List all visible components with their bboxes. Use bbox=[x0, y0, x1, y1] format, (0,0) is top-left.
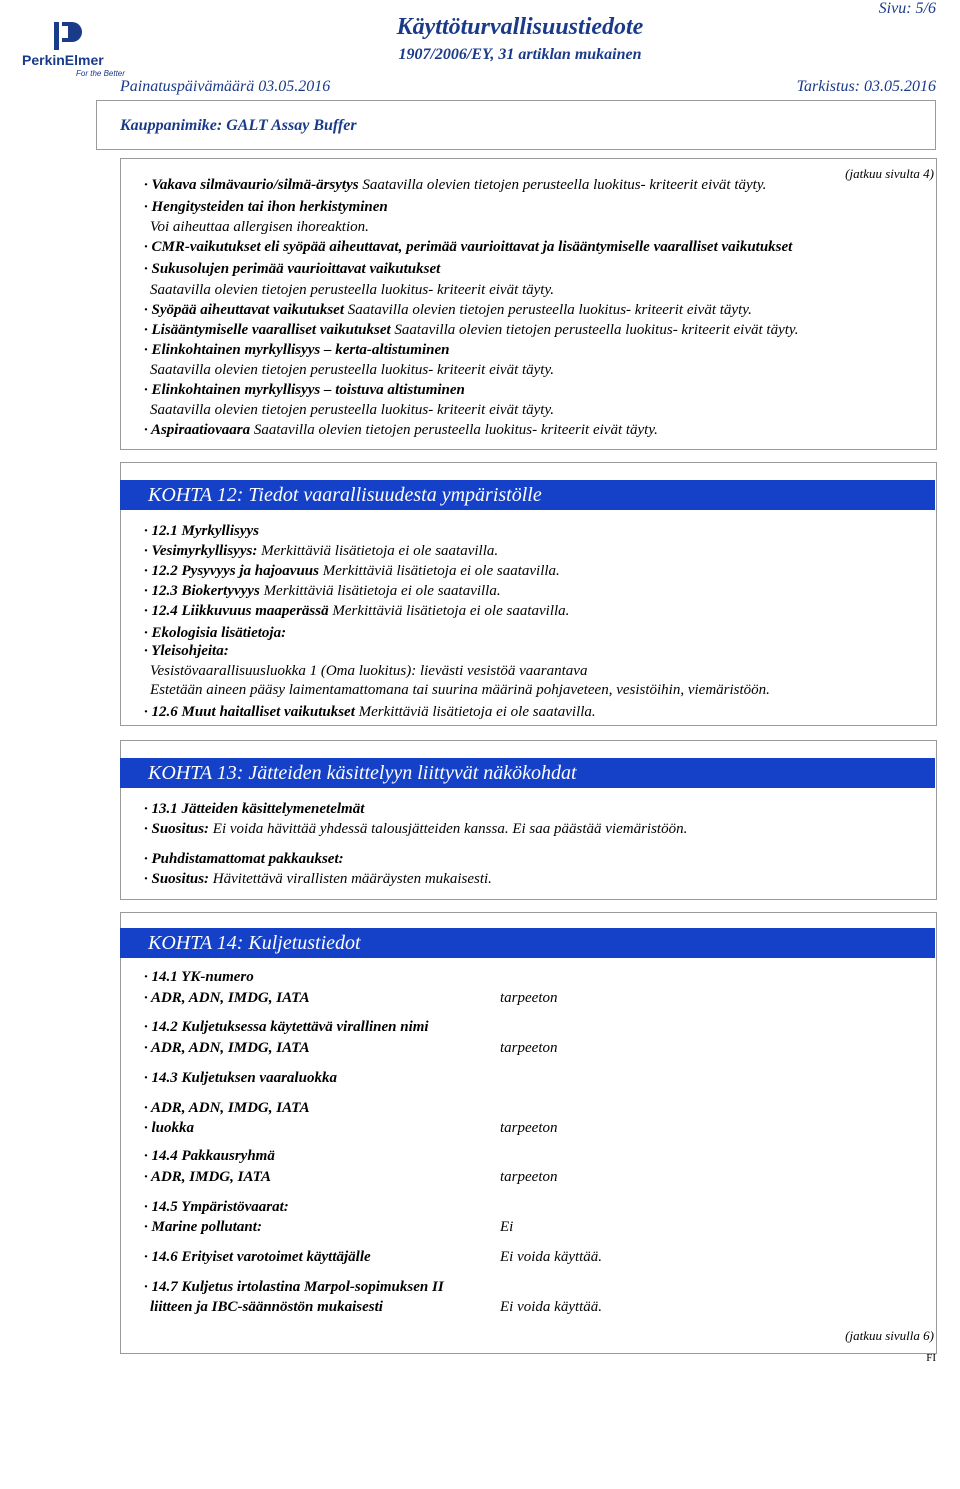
line-text: Ei voida hävittää yhdessä talousjätteiden kanssa. Ei saa päästää viemäristöön. bbox=[209, 821, 688, 837]
line-label: · 12.4 Liikkuvuus maaperässä bbox=[144, 603, 329, 619]
transport-label: · Marine pollutant: bbox=[144, 1219, 262, 1235]
logo-brand: PerkinElmer bbox=[22, 52, 104, 68]
transport-label: liitteen ja IBC-säännöstön mukaisesti bbox=[150, 1299, 383, 1315]
text-line bbox=[144, 176, 766, 195]
transport-label: · 14.4 Pakkausryhmä bbox=[144, 1148, 275, 1164]
line-label: · 13.1 Jätteiden käsittelymenetelmät bbox=[144, 801, 365, 817]
line-text: Merkittäviä lisätietoja ei ole saatavilla. bbox=[354, 704, 596, 720]
text-line bbox=[144, 542, 498, 561]
line-text: Hävitettävä virallisten määräysten mukaisesti. bbox=[209, 871, 492, 887]
text-line bbox=[144, 321, 798, 340]
transport-value: tarpeeton bbox=[500, 990, 558, 1006]
print-date: Painatuspäivämäärä 03.05.2016 bbox=[120, 78, 331, 95]
section-14-heading: KOHTA 14: Kuljetustiedot bbox=[120, 928, 935, 958]
continued-from: (jatkuu sivulta 4) bbox=[845, 166, 934, 181]
text-line bbox=[144, 800, 364, 819]
text-line bbox=[150, 281, 554, 300]
line-label: · Suositus: bbox=[144, 871, 210, 887]
text-line bbox=[144, 198, 388, 217]
line-label: · Hengitysteiden tai ihon herkistyminen bbox=[144, 199, 388, 215]
text-line bbox=[144, 602, 569, 621]
text-line bbox=[144, 421, 658, 440]
document-subtitle: 1907/2006/EY, 31 artiklan mukainen bbox=[398, 46, 642, 63]
transport-label: · 14.2 Kuljetuksessa käytettävä virallinen nimi bbox=[144, 1019, 429, 1035]
line-text: Vesistövaarallisuusluokka 1 (Oma luokitus): lievästi vesistöä vaarantava bbox=[150, 663, 588, 679]
line-label: · Suositus: bbox=[144, 821, 210, 837]
text-line bbox=[144, 703, 596, 722]
transport-label: · 14.1 YK-numero bbox=[144, 969, 254, 985]
line-label: · Vesimyrkyllisyys: bbox=[144, 543, 258, 559]
line-label: · Syöpää aiheuttavat vaikutukset bbox=[144, 302, 345, 318]
text-line bbox=[150, 218, 369, 237]
line-label: · Elinkohtainen myrkyllisyys – toistuva altistuminen bbox=[144, 382, 465, 398]
line-text: Saatavilla olevien tietojen perusteella luokitus- kriteerit eivät täyty. bbox=[150, 402, 555, 418]
line-text: Merkittäviä lisätietoja ei ole saatavilla. bbox=[318, 563, 560, 579]
line-text: Saatavilla olevien tietojen perusteella luokitus- kriteerit eivät täyty. bbox=[250, 422, 658, 438]
line-label: · CMR-vaikutukset eli syöpää aiheuttavat, perimää vaurioittavat ja lisääntymiselle vaaralliset vaikutukset bbox=[144, 239, 793, 255]
text-line bbox=[144, 562, 560, 581]
transport-label: · 14.6 Erityiset varotoimet käyttäjälle bbox=[144, 1249, 371, 1265]
text-line bbox=[144, 582, 501, 601]
text-line bbox=[144, 624, 286, 643]
transport-value: Ei voida käyttää. bbox=[500, 1299, 603, 1315]
transport-label: · ADR, ADN, IMDG, IATA bbox=[144, 1100, 310, 1116]
revision-date: Tarkistus: 03.05.2016 bbox=[796, 78, 936, 95]
line-label: · Lisääntymiselle vaaralliset vaikutukset bbox=[144, 322, 391, 338]
text-line bbox=[144, 522, 259, 541]
line-label: · 12.2 Pysyvyys ja hajoavuus bbox=[144, 563, 319, 579]
product-name: Kauppanimike: GALT Assay Buffer bbox=[120, 117, 357, 134]
line-label: · 12.6 Muut haitalliset vaikutukset bbox=[144, 704, 355, 720]
line-text: Saatavilla olevien tietojen perusteella luokitus- kriteerit eivät täyty. bbox=[150, 282, 555, 298]
line-label: · Ekologisia lisätietoja: bbox=[144, 625, 287, 641]
section-12-heading: KOHTA 12: Tiedot vaarallisuudesta ympäristölle bbox=[120, 480, 935, 510]
perkinelmer-logo bbox=[18, 18, 138, 78]
line-text: Saatavilla olevien tietojen perusteella luokitus- kriteerit eivät täyty. bbox=[390, 322, 799, 338]
transport-label: · 14.5 Ympäristövaarat: bbox=[144, 1199, 289, 1215]
language-code: FI bbox=[926, 1352, 936, 1364]
transport-label: · 14.3 Kuljetuksen vaaraluokka bbox=[144, 1070, 337, 1086]
text-line bbox=[150, 401, 554, 420]
section-13-heading: KOHTA 13: Jätteiden käsittelyyn liittyvät näkökohdat bbox=[120, 758, 935, 788]
text-line bbox=[144, 260, 440, 279]
transport-value: tarpeeton bbox=[500, 1040, 558, 1056]
text-line bbox=[150, 681, 770, 700]
transport-label: · ADR, ADN, IMDG, IATA bbox=[144, 1040, 310, 1056]
transport-value: Ei bbox=[500, 1219, 514, 1235]
line-label: · Vakava silmävaurio/silmä-ärsytys bbox=[144, 177, 359, 193]
line-text: Saatavilla olevien tietojen perusteella luokitus- kriteerit eivät täyty. bbox=[358, 177, 767, 193]
text-line bbox=[144, 301, 752, 320]
line-text: Estetään aineen pääsy laimentamattomana tai suurina määrinä pohjaveteen, vesistöihin, viemäristöön. bbox=[150, 682, 770, 698]
transport-value: tarpeeton bbox=[500, 1120, 558, 1136]
line-label: · 12.1 Myrkyllisyys bbox=[144, 523, 259, 539]
transport-label: · luokka bbox=[144, 1120, 195, 1136]
text-line bbox=[144, 381, 465, 400]
line-text: Merkittäviä lisätietoja ei ole saatavilla. bbox=[259, 583, 501, 599]
line-label: · Yleisohjeita: bbox=[144, 643, 229, 659]
page-number: Sivu: 5/6 bbox=[878, 0, 936, 17]
transport-label: · 14.7 Kuljetus irtolastina Marpol-sopimuksen II bbox=[144, 1279, 444, 1295]
transport-value: tarpeeton bbox=[500, 1169, 558, 1185]
text-line bbox=[144, 341, 449, 360]
line-label: · Aspiraatiovaara bbox=[144, 422, 251, 438]
text-line bbox=[150, 662, 587, 681]
line-text: Voi aiheuttaa allergisen ihoreaktion. bbox=[150, 219, 369, 235]
line-text: Saatavilla olevien tietojen perusteella luokitus- kriteerit eivät täyty. bbox=[344, 302, 752, 318]
text-line bbox=[144, 820, 687, 839]
line-label: · Sukusolujen perimää vaurioittavat vaikutukset bbox=[144, 261, 441, 277]
line-label: · 12.3 Biokertyvyys bbox=[144, 583, 260, 599]
text-line bbox=[144, 642, 229, 661]
line-label: · Elinkohtainen myrkyllisyys – kerta-altistuminen bbox=[144, 342, 450, 358]
continued-to: (jatkuu sivulla 6) bbox=[845, 1328, 934, 1343]
text-line bbox=[144, 238, 792, 257]
text-line bbox=[150, 361, 554, 380]
line-text: Merkittäviä lisätietoja ei ole saatavilla. bbox=[257, 543, 499, 559]
transport-label: · ADR, IMDG, IATA bbox=[144, 1169, 271, 1185]
text-line bbox=[144, 870, 492, 889]
line-label: · Puhdistamattomat pakkaukset: bbox=[144, 851, 344, 867]
line-text: Merkittäviä lisätietoja ei ole saatavilla. bbox=[328, 603, 570, 619]
transport-label: · ADR, ADN, IMDG, IATA bbox=[144, 990, 310, 1006]
text-line bbox=[144, 850, 344, 869]
document-title: Käyttöturvallisuustiedote bbox=[396, 14, 644, 40]
logo-tagline: For the Better bbox=[76, 69, 125, 78]
transport-value: Ei voida käyttää. bbox=[500, 1249, 603, 1265]
line-text: Saatavilla olevien tietojen perusteella luokitus- kriteerit eivät täyty. bbox=[150, 362, 555, 378]
